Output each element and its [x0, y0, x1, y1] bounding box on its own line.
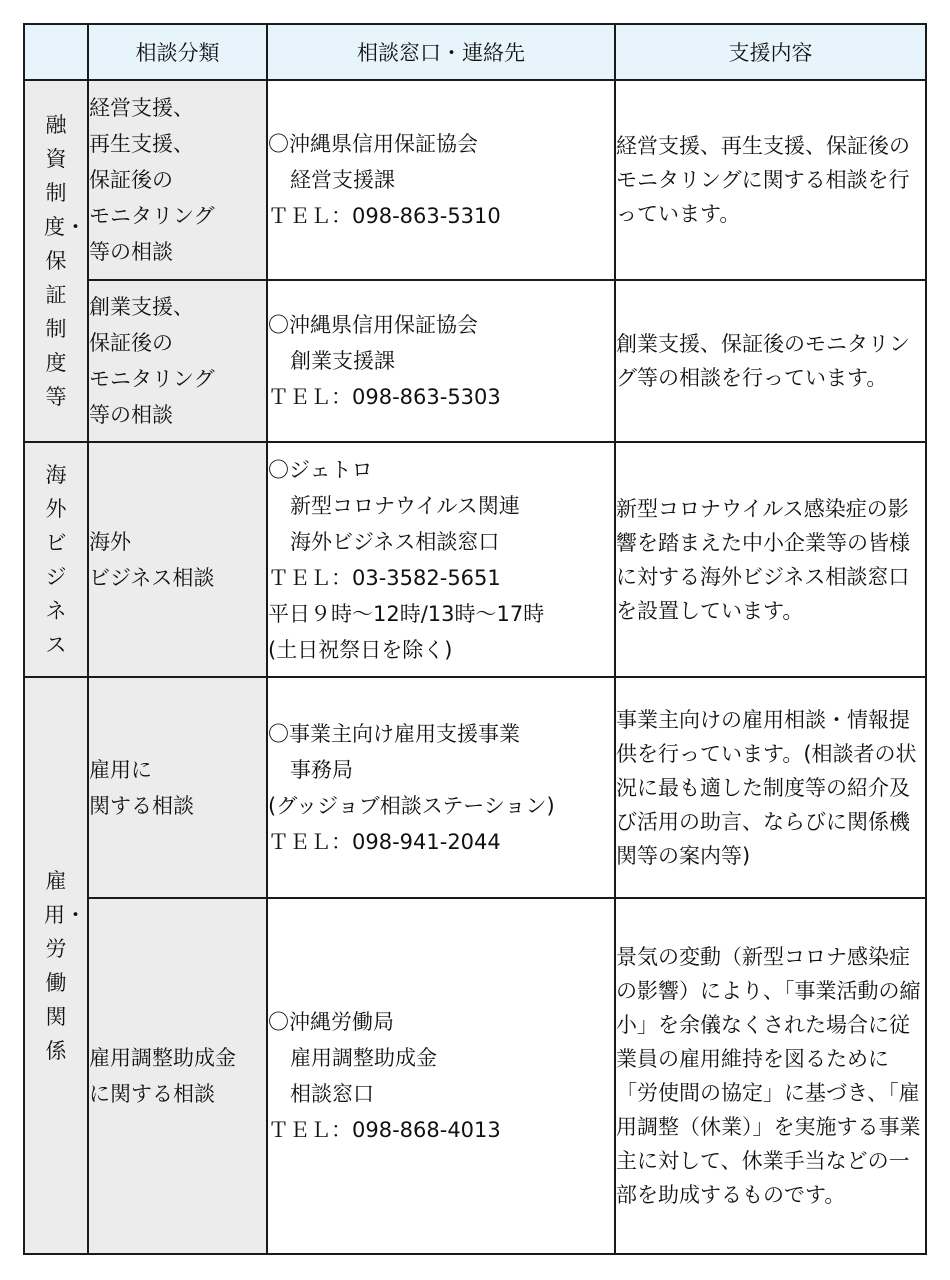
sub-line: 雇用に: [89, 757, 152, 782]
contact-phone: ＴＥＬ：098-941-2044: [268, 829, 501, 854]
table-row: [24, 677, 926, 898]
table-row: [24, 80, 926, 280]
contact-cell: [267, 280, 615, 442]
contact-org: 〇沖縄県信用保証協会: [268, 132, 478, 156]
subcategory-cell: [88, 677, 267, 898]
contact-cell: [267, 677, 615, 898]
sub-line: モニタリング: [89, 367, 215, 391]
header-category: 相談分類: [88, 24, 267, 80]
contact-phone: ＴＥＬ：03-3582-5651: [268, 565, 501, 590]
category-label: 海外ビジネス: [45, 462, 67, 657]
header-support: 支援内容: [615, 24, 926, 80]
subcategory-cell: [88, 80, 267, 280]
sub-line: 保証後の: [89, 168, 173, 192]
support-text: 事業主向けの雇用相談・情報提供を行っています。(相談者の状況に最も適した制度等の紹介及び活用の助言、ならびに関係機関等の案内等): [616, 707, 917, 868]
contact-dept: 経営支援課: [290, 168, 395, 192]
contact-dept: 雇用調整助成金: [290, 1046, 437, 1070]
contact-dept: 創業支援課: [290, 349, 395, 373]
support-cell: [615, 898, 926, 1254]
sub-line: 保証後の: [89, 331, 173, 355]
contact-dept: (グッジョブ相談ステーション): [268, 793, 555, 818]
header-blank: [24, 24, 88, 80]
table-row: [24, 280, 926, 442]
table-row: [24, 442, 926, 677]
sub-line: 関する相談: [89, 793, 194, 818]
category-label: 融資制度・保証制度等: [44, 113, 86, 409]
header-row: [24, 24, 926, 80]
category-finance: [24, 80, 88, 442]
contact-cell: [267, 898, 615, 1254]
sub-line: ビジネス相談: [89, 565, 215, 590]
support-text: 新型コロナウイルス感染症の影響を踏まえた中小企業等の皆様に対する海外ビジネス相談窓口を設置しています。: [616, 496, 910, 623]
table-row: [24, 898, 926, 1254]
contact-dept: 新型コロナウイルス関連: [290, 493, 520, 518]
category-label: 雇用・労働関係: [44, 868, 86, 1063]
contact-dept: 海外ビジネス相談窓口: [290, 529, 500, 554]
subcategory-cell: [88, 280, 267, 442]
sub-line: 経営支援、: [89, 96, 194, 120]
subcategory-cell: [88, 442, 267, 677]
category-employment: [24, 677, 88, 1254]
contact-phone: ＴＥＬ：098-863-5303: [268, 385, 501, 409]
sub-line: モニタリング: [89, 204, 215, 228]
header-contact: 相談窓口・連絡先: [267, 24, 615, 80]
sub-line: に関する相談: [89, 1082, 215, 1106]
support-cell: [615, 442, 926, 677]
sub-line: 海外: [89, 529, 131, 554]
support-cell: [615, 280, 926, 442]
contact-cell: [267, 442, 615, 677]
contact-org: 〇ジェトロ: [268, 457, 373, 482]
support-text: 景気の変動（新型コロナ感染症の影響）により、「事業活動の縮小」を余儀なくされた場合に従業員の雇用維持を図るために「労使間の協定」に基づき、「雇用調整（休業）」を実施する事業主に対して、休業手当などの一部を助成するものです。: [616, 945, 921, 1207]
sub-line: 再生支援、: [89, 132, 194, 156]
contact-hours-note: (土日祝祭日を除く): [268, 637, 453, 662]
contact-dept: 相談窓口: [290, 1082, 374, 1106]
contact-phone: ＴＥＬ：098-868-4013: [268, 1118, 501, 1142]
contact-org: 〇沖縄県信用保証協会: [268, 313, 478, 337]
consultation-table: [23, 23, 927, 1255]
contact-hours: 平日９時～12時/13時～17時: [268, 601, 545, 626]
sub-line: 等の相談: [89, 403, 173, 427]
sub-line: 創業支援、: [89, 295, 194, 319]
category-overseas: [24, 442, 88, 677]
contact-dept: 事務局: [290, 757, 353, 782]
sub-line: 等の相談: [89, 240, 173, 264]
subcategory-cell: [88, 898, 267, 1254]
sub-line: 雇用調整助成金: [89, 1046, 236, 1070]
contact-org: 〇事業主向け雇用支援事業: [268, 721, 520, 746]
support-cell: [615, 80, 926, 280]
contact-org: 〇沖縄労働局: [268, 1010, 394, 1034]
support-text: 経営支援、再生支援、保証後のモニタリングに関する相談を行っています。: [616, 134, 910, 226]
support-cell: [615, 677, 926, 898]
contact-cell: [267, 80, 615, 280]
contact-phone: ＴＥＬ：098-863-5310: [268, 204, 501, 228]
support-text: 創業支援、保証後のモニタリング等の相談を行っています。: [616, 332, 910, 390]
